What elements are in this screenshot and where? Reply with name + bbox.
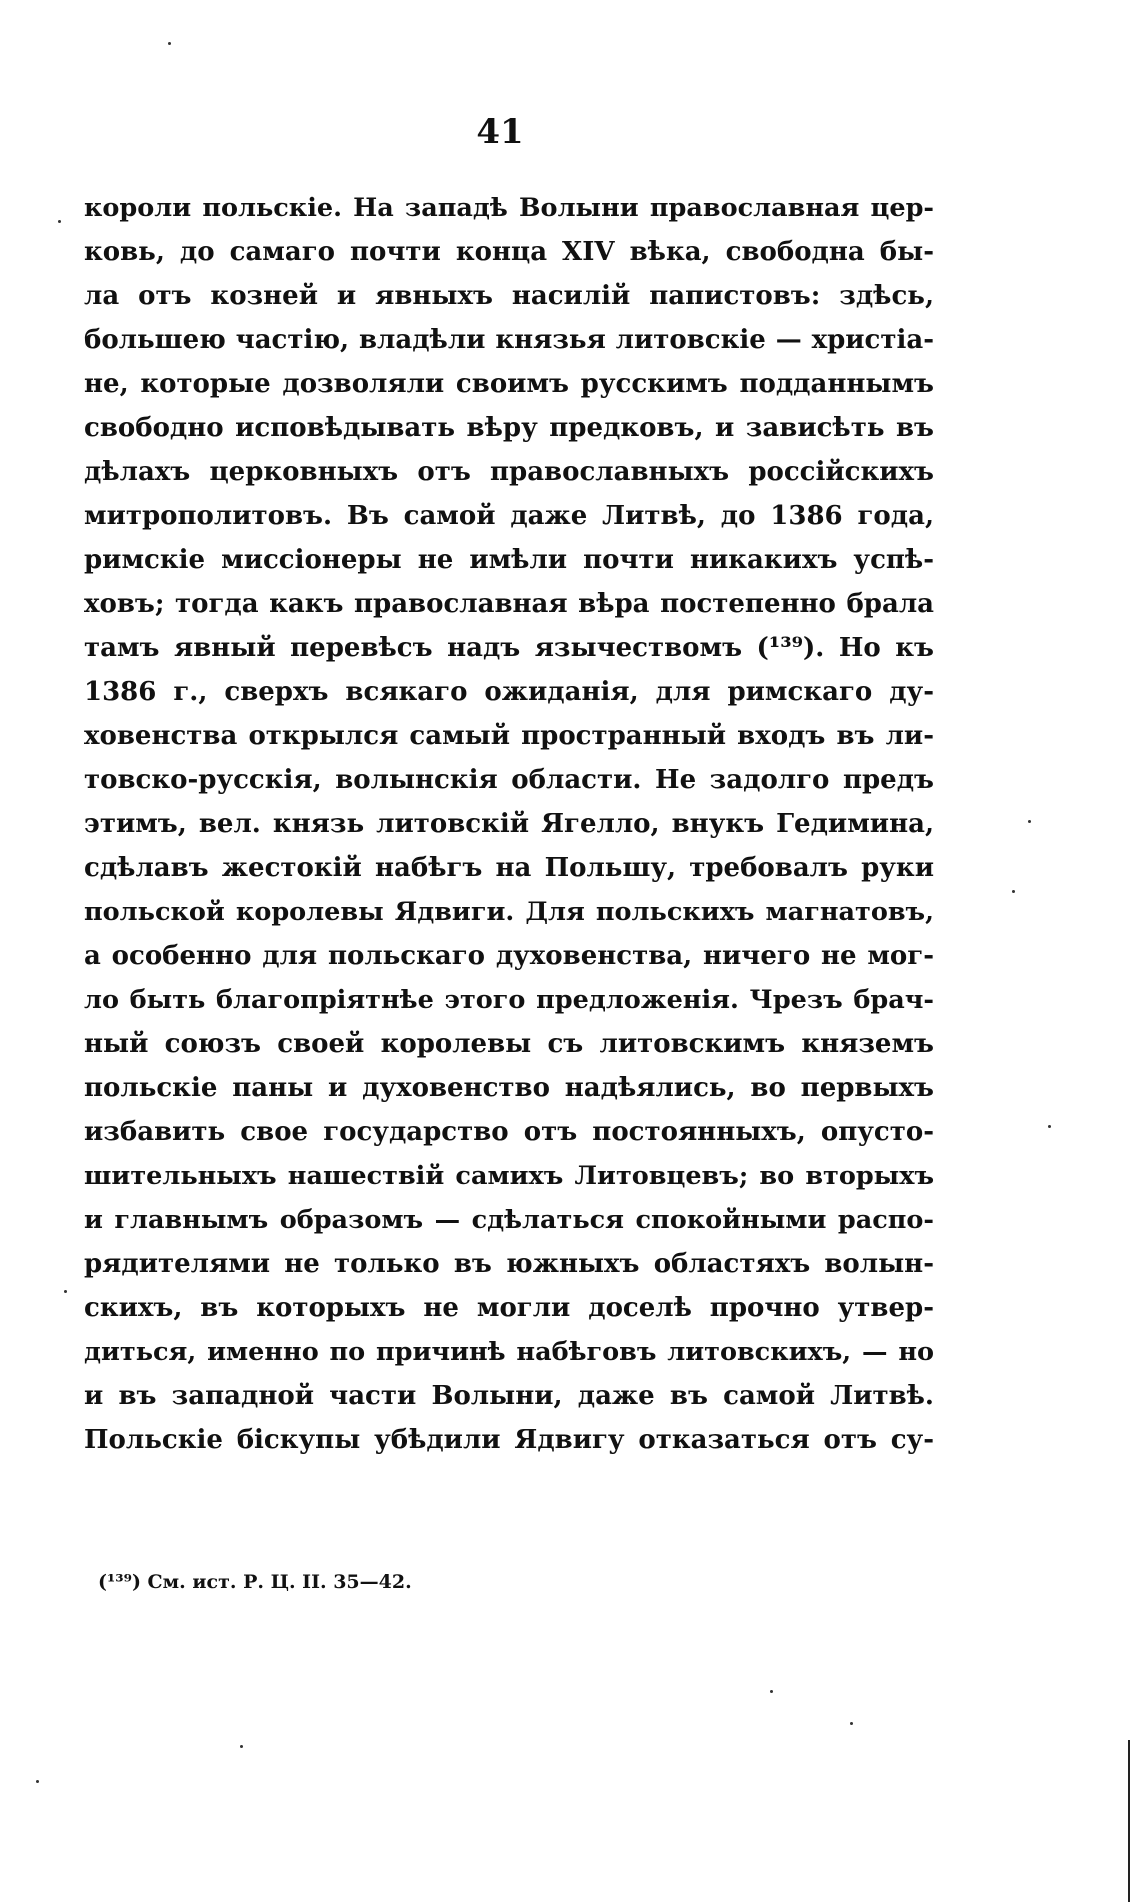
text-line: польскіе паны и духовенство надѣялись, во первыхъ xyxy=(84,1073,934,1103)
text-line: сдѣлавъ жестокій набѣгъ на Польшу, требовалъ руки xyxy=(84,853,934,883)
scan-speck xyxy=(1028,820,1031,823)
text-line: и въ западной части Волыни, даже въ самой Литвѣ. xyxy=(84,1381,934,1411)
scan-edge-line xyxy=(1128,1740,1130,1902)
text-line: скихъ, въ которыхъ не могли доселѣ прочно утвер- xyxy=(84,1293,934,1323)
text-line: ковь, до самаго почти конца XIV вѣка, свободна бы- xyxy=(84,237,934,267)
text-line: шительныхъ нашествій самихъ Литовцевъ; во вторыхъ xyxy=(84,1161,934,1191)
text-line: а особенно для польскаго духовенства, ничего не мог- xyxy=(84,941,934,971)
text-line: этимъ, вел. князь литовскій Ягелло, внукъ Гедимина, xyxy=(84,809,934,839)
text-line: товско-русскія, волынскія области. Не задолго предъ xyxy=(84,765,934,795)
text-line: митрополитовъ. Въ самой даже Литвѣ, до 1386 года, xyxy=(84,501,934,531)
text-line: диться, именно по причинѣ набѣговъ литовскихъ, — но xyxy=(84,1337,934,1367)
text-line: избавить свое государство отъ постоянныхъ, опусто- xyxy=(84,1117,934,1147)
text-line: ховъ; тогда какъ православная вѣра постепенно брала xyxy=(84,589,934,619)
scan-speck xyxy=(168,42,171,45)
text-line: ло быть благопріятнѣе этого предложенія. Чрезъ брач- xyxy=(84,985,934,1015)
text-line: рядителями не только въ южныхъ областяхъ волын- xyxy=(84,1249,934,1279)
text-line: ный союзъ своей королевы съ литовскимъ княземъ xyxy=(84,1029,934,1059)
text-line: большею частію, владѣли князья литовскіе — христіа- xyxy=(84,325,934,355)
scan-speck xyxy=(36,1780,39,1783)
scan-speck xyxy=(1048,1125,1051,1128)
text-line: римскіе миссіонеры не имѣли почти никакихъ успѣ- xyxy=(84,545,934,575)
text-line: тамъ явный перевѣсъ надъ язычествомъ (¹³⁹). Но къ xyxy=(84,633,934,663)
footnote: (¹³⁹) См. ист. Р. Ц. II. 35—42. xyxy=(98,1571,412,1593)
text-line: и главнымъ образомъ — сдѣлаться спокойными распо- xyxy=(84,1205,934,1235)
scan-speck xyxy=(240,1745,243,1748)
text-line: свободно исповѣдывать вѣру предковъ, и зависѣть въ xyxy=(84,413,934,443)
scan-speck xyxy=(58,220,61,223)
body-text xyxy=(84,186,934,1462)
text-line: короли польскіе. На западѣ Волыни православная цер- xyxy=(84,193,934,223)
text-line: ховенства открылся самый пространный входъ въ ли- xyxy=(84,721,934,751)
text-line: не, которые дозволяли своимъ русскимъ подданнымъ xyxy=(84,369,934,399)
scan-speck xyxy=(64,1290,67,1293)
page-number: 41 xyxy=(476,112,524,152)
text-line: Польскіе біскупы убѣдили Ядвигу отказаться отъ су- xyxy=(84,1425,934,1455)
text-line: польской королевы Ядвиги. Для польскихъ магнатовъ, xyxy=(84,897,934,927)
text-line: дѣлахъ церковныхъ отъ православныхъ россійскихъ xyxy=(84,457,934,487)
scan-speck xyxy=(850,1722,853,1725)
scan-speck xyxy=(1012,890,1015,893)
text-line: ла отъ козней и явныхъ насилій папистовъ: здѣсь, xyxy=(84,281,934,311)
scan-speck xyxy=(770,1690,773,1693)
text-line: 1386 г., сверхъ всякаго ожиданія, для римскаго ду- xyxy=(84,677,934,707)
